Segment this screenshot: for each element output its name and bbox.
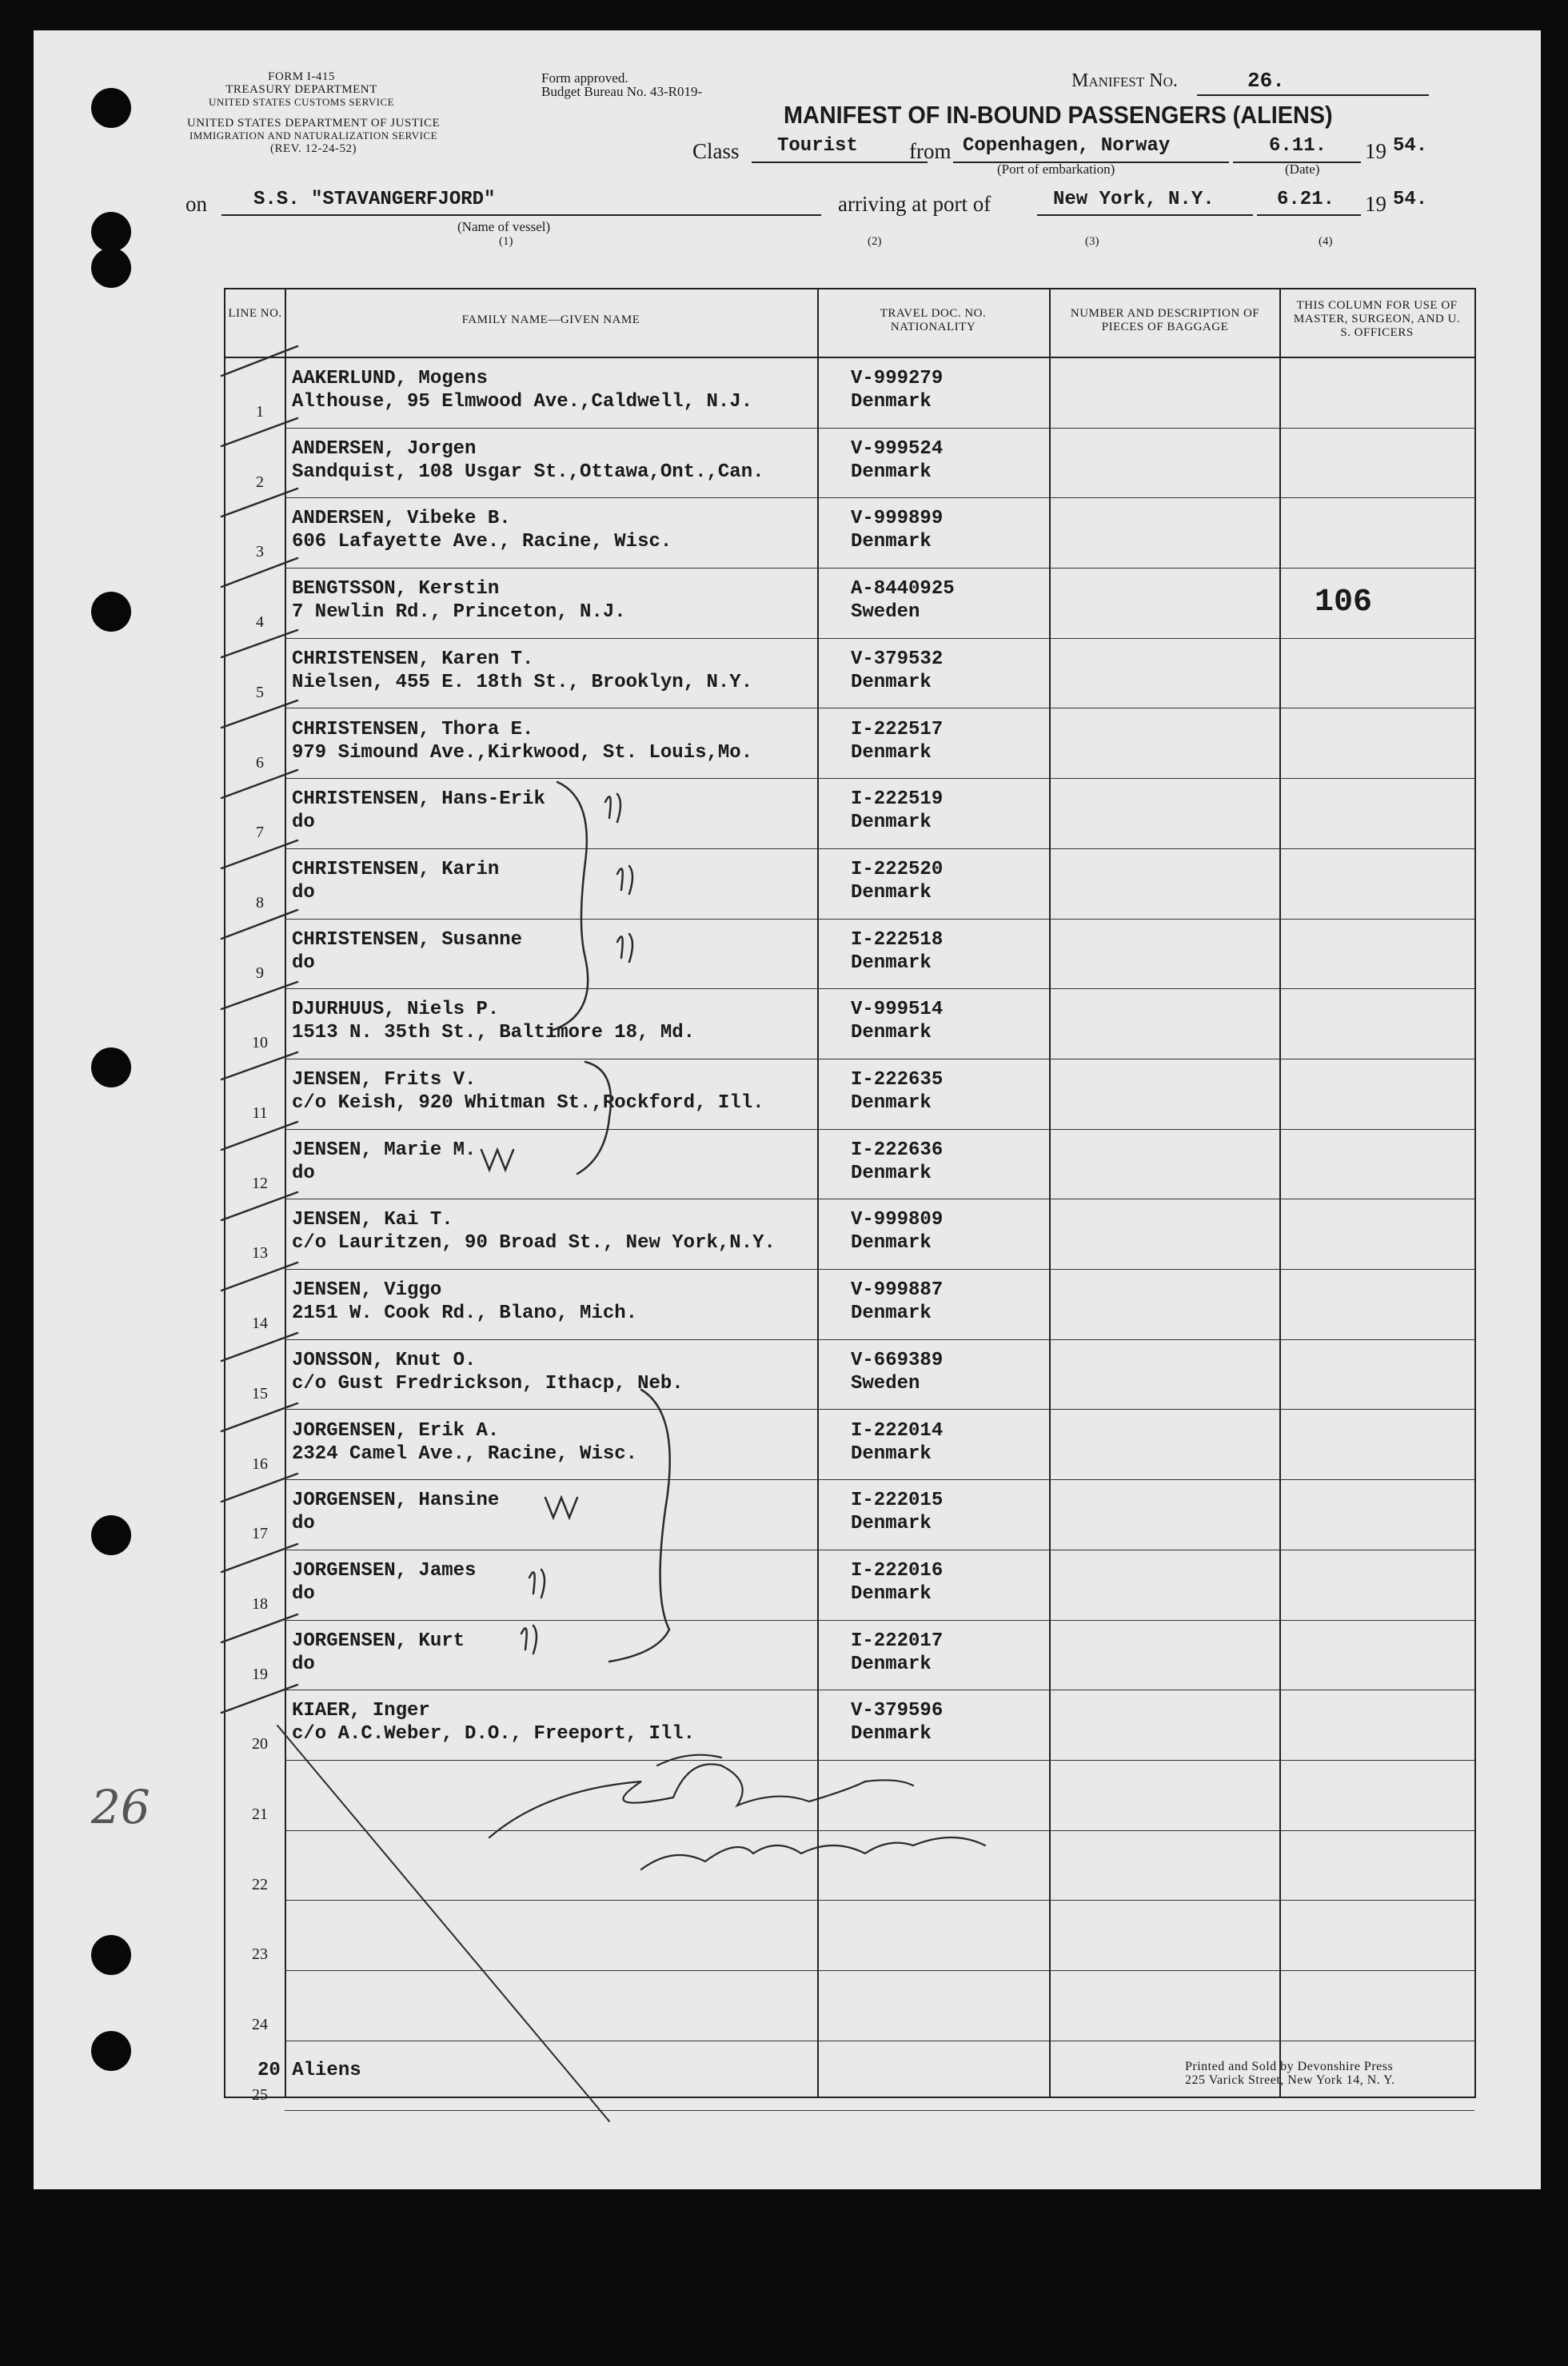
passenger-address: 979 Simound Ave.,Kirkwood, St. Louis,Mo.	[292, 741, 753, 764]
line-number: 9	[256, 964, 264, 982]
ditto-mark	[617, 866, 632, 894]
passenger-address: do	[292, 881, 315, 904]
check-mark	[221, 1263, 297, 1291]
class-label: Class	[692, 139, 740, 163]
ditto-mark	[529, 1570, 545, 1598]
budget-bureau: Budget Bureau No. 43-R019-	[541, 84, 703, 99]
passenger-name: AAKERLUND, Mogens	[292, 368, 488, 389]
line-number: 17	[252, 1525, 268, 1543]
travel-doc-number: I-222014	[851, 1419, 944, 1442]
check-mark	[221, 1685, 297, 1713]
header-officers: THIS COLUMN FOR USE OF MASTER, SURGEON, AND U. S. OFFICERS	[1293, 299, 1461, 339]
travel-doc-number: V-999887	[851, 1279, 944, 1302]
date-caption: (Date)	[1285, 162, 1320, 177]
form-number: FORM I-415	[268, 70, 335, 83]
nationality: Denmark	[851, 952, 932, 974]
inspector-signature-time	[641, 1837, 985, 1869]
travel-doc-number: I-222518	[851, 928, 944, 951]
passenger-address: 2324 Camel Ave., Racine, Wisc.	[292, 1442, 638, 1465]
passenger-address: do	[292, 1513, 315, 1535]
passenger-address: 2151 W. Cook Rd., Blano, Mich.	[292, 1303, 638, 1325]
nationality: Denmark	[851, 531, 932, 553]
line-number: 11	[252, 1104, 268, 1122]
ins-title: IMMIGRATION AND NATURALIZATION SERVICE	[189, 130, 438, 142]
binder-hole	[91, 212, 131, 252]
binder-hole	[91, 88, 131, 128]
passenger-name: CHRISTENSEN, Thora E.	[292, 718, 534, 740]
ditto-mark	[481, 1150, 513, 1170]
cancel-line	[277, 1726, 609, 2121]
embarkation-date: 6.11.	[1269, 135, 1327, 157]
nationality: Denmark	[851, 1582, 932, 1605]
vessel-name: S.S. "STAVANGERFJORD"	[253, 189, 496, 210]
travel-doc-number: V-999524	[851, 437, 944, 460]
line-number: 25	[252, 2085, 268, 2104]
ditto-mark	[545, 1498, 577, 1518]
line-number: 23	[252, 1945, 268, 1964]
ditto-mark	[605, 794, 620, 822]
line-number: 24	[252, 2016, 268, 2034]
check-mark	[221, 840, 297, 868]
margin-note: 26	[91, 1780, 150, 1834]
year-prefix: 19	[1365, 139, 1386, 163]
port-of-embarkation: Copenhagen, Norway	[963, 135, 1171, 157]
passenger-address: Sandquist, 108 Usgar St.,Ottawa,Ont.,Can.	[292, 461, 764, 483]
passenger-name: CHRISTENSEN, Karen T.	[292, 648, 534, 670]
line-number: 8	[256, 893, 264, 912]
check-mark	[221, 910, 297, 939]
check-mark	[221, 1544, 297, 1572]
passenger-name: CHRISTENSEN, Susanne	[292, 928, 523, 951]
total-aliens: 20 Aliens	[257, 2060, 361, 2081]
nationality: Denmark	[851, 1022, 932, 1044]
passenger-name: JENSEN, Viggo	[292, 1279, 442, 1302]
check-mark	[221, 1192, 297, 1220]
travel-doc-number: A-8440925	[851, 578, 955, 600]
arrival-port: New York, N.Y.	[1053, 189, 1215, 210]
header-line-no: LINE NO.	[228, 307, 282, 320]
passenger-address: c/o Keish, 920 Whitman St.,Rockford, Ill.	[292, 1092, 764, 1114]
handwriting-overlay	[34, 30, 1541, 2189]
arrival-date: 6.21.	[1277, 189, 1335, 210]
check-mark	[221, 982, 297, 1009]
ditto-mark	[617, 934, 632, 962]
from-label: from	[909, 139, 952, 163]
nationality: Denmark	[851, 812, 932, 834]
binder-hole	[91, 248, 131, 288]
line-number: 5	[256, 683, 264, 701]
line-number: 15	[252, 1384, 268, 1402]
ditto-mark	[521, 1626, 537, 1654]
line-number: 12	[252, 1174, 268, 1192]
nationality: Denmark	[851, 1513, 932, 1535]
nationality: Denmark	[851, 741, 932, 764]
binder-hole	[91, 1515, 131, 1555]
on-label: on	[186, 192, 207, 216]
line-number: 3	[256, 543, 264, 561]
travel-doc-number: V-379532	[851, 648, 944, 670]
column-number-4: (4)	[1319, 235, 1333, 248]
check-mark	[221, 489, 297, 517]
travel-doc-number: I-222017	[851, 1630, 944, 1652]
nationality: Denmark	[851, 1092, 932, 1114]
page-title: MANIFEST OF IN-BOUND PASSENGERS (ALIENS)	[784, 101, 1333, 129]
passenger-name: CHRISTENSEN, Hans-Erik	[292, 788, 545, 811]
check-mark	[221, 770, 297, 798]
passenger-address: do	[292, 1582, 315, 1605]
check-mark	[221, 558, 297, 587]
passenger-address: Nielsen, 455 E. 18th St., Brooklyn, N.Y.	[292, 671, 753, 693]
binder-hole	[91, 592, 131, 632]
check-mark	[221, 1052, 297, 1079]
travel-doc-number: I-222519	[851, 788, 944, 811]
line-number: 18	[252, 1594, 268, 1613]
inspector-signature	[489, 1764, 913, 1837]
passenger-address: 1513 N. 35th St., Baltimore 18, Md.	[292, 1022, 696, 1044]
brace-mark	[577, 1062, 611, 1174]
check-mark	[221, 1122, 297, 1150]
column-number-2: (2)	[868, 235, 882, 248]
travel-doc-number: I-222636	[851, 1139, 944, 1161]
class-value: Tourist	[777, 135, 858, 157]
year-prefix-2: 19	[1365, 192, 1386, 216]
customs-service: UNITED STATES CUSTOMS SERVICE	[208, 96, 395, 108]
check-mark	[221, 700, 297, 728]
passenger-address: Althouse, 95 Elmwood Ave.,Caldwell, N.J.	[292, 391, 753, 413]
treasury-dept: TREASURY DEPARTMENT	[225, 83, 377, 96]
revision-date: (REV. 12-24-52)	[269, 142, 357, 155]
nationality: Denmark	[851, 1653, 932, 1675]
passenger-address: do	[292, 952, 315, 974]
nationality: Denmark	[851, 391, 932, 413]
check-mark	[221, 346, 297, 376]
passenger-address: 7 Newlin Rd., Princeton, N.J.	[292, 601, 626, 624]
passenger-name: ANDERSEN, Jorgen	[292, 437, 477, 460]
passenger-name: JORGENSEN, Erik A.	[292, 1419, 500, 1442]
vessel-caption: (Name of vessel)	[457, 219, 551, 234]
line-number: 19	[252, 1665, 268, 1683]
nationality: Denmark	[851, 1232, 932, 1255]
embarkation-year: 54.	[1393, 135, 1428, 157]
line-number: 20	[252, 1735, 268, 1754]
line-number: 14	[252, 1315, 268, 1333]
line-number: 1	[256, 403, 264, 421]
travel-doc-number: I-222520	[851, 858, 944, 880]
passenger-address: do	[292, 1653, 315, 1675]
check-mark	[221, 1333, 297, 1361]
line-number: 16	[252, 1454, 268, 1473]
check-mark	[221, 1403, 297, 1431]
travel-doc-number: I-222016	[851, 1559, 944, 1582]
travel-doc-number: V-999279	[851, 368, 944, 389]
passenger-address: c/o Lauritzen, 90 Broad St., New York,N.Y.	[292, 1232, 776, 1255]
form-approved: Form approved.	[541, 70, 628, 86]
passenger-name: KIAER, Inger	[292, 1700, 430, 1722]
binder-hole	[91, 2031, 131, 2071]
travel-doc-number: V-669389	[851, 1349, 944, 1371]
line-number: 10	[252, 1034, 268, 1052]
printer-line-1: Printed and Sold by Devonshire Press	[1185, 2060, 1394, 2073]
nationality: Denmark	[851, 881, 932, 904]
line-number: 6	[256, 753, 264, 772]
brace-mark	[553, 782, 588, 1030]
passenger-name: JORGENSEN, Hansine	[292, 1490, 500, 1512]
nationality: Denmark	[851, 1442, 932, 1465]
brace-mark	[609, 1390, 670, 1662]
port-caption: (Port of embarkation)	[997, 162, 1115, 177]
travel-doc-number: V-379596	[851, 1700, 944, 1722]
travel-doc-number: I-222517	[851, 718, 944, 740]
check-mark	[221, 1474, 297, 1502]
travel-doc-number: I-222635	[851, 1069, 944, 1091]
header-family-name: FAMILY NAME—GIVEN NAME	[461, 313, 640, 326]
column-number-1: (1)	[499, 235, 513, 248]
passenger-address: c/o Gust Fredrickson, Ithacp, Neb.	[292, 1372, 684, 1394]
manifest-no-value: 26.	[1247, 69, 1285, 93]
passenger-name: ANDERSEN, Vibeke B.	[292, 508, 511, 530]
check-mark	[221, 418, 297, 446]
nationality: Denmark	[851, 1162, 932, 1184]
printer-line-2: 225 Varick Street, New York 14, N. Y.	[1185, 2073, 1395, 2087]
passenger-name: JENSEN, Frits V.	[292, 1069, 477, 1091]
passenger-address: 606 Lafayette Ave., Racine, Wisc.	[292, 531, 672, 553]
nationality: Sweden	[851, 1372, 920, 1394]
check-mark	[221, 630, 297, 657]
doj-title: UNITED STATES DEPARTMENT OF JUSTICE	[186, 117, 441, 130]
column-number-3: (3)	[1085, 235, 1099, 248]
passenger-address: do	[292, 1162, 315, 1184]
nationality: Denmark	[851, 1303, 932, 1325]
line-number: 21	[252, 1805, 268, 1823]
passenger-name: JENSEN, Kai T.	[292, 1209, 453, 1231]
header-travel-doc: TRAVEL DOC. NO. NATIONALITY	[880, 307, 987, 333]
passenger-name: CHRISTENSEN, Karin	[292, 858, 500, 880]
officer-note: 106	[1315, 585, 1373, 621]
line-number: 4	[256, 613, 264, 632]
travel-doc-number: I-222015	[851, 1490, 944, 1512]
binder-hole	[91, 1047, 131, 1087]
header-baggage: NUMBER AND DESCRIPTION OF PIECES OF BAGGAGE	[1070, 307, 1260, 333]
passenger-name: JENSEN, Marie M.	[292, 1139, 477, 1161]
manifest-page	[34, 30, 1541, 2189]
line-number: 7	[256, 824, 264, 842]
check-mark	[221, 1614, 297, 1642]
manifest-no-label: Manifest No.	[1071, 70, 1178, 91]
binder-hole	[91, 1935, 131, 1975]
travel-doc-number: V-999899	[851, 508, 944, 530]
passenger-address: c/o A.C.Weber, D.O., Freeport, Ill.	[292, 1723, 696, 1746]
nationality: Denmark	[851, 461, 932, 483]
line-number: 13	[252, 1244, 268, 1263]
nationality: Denmark	[851, 671, 932, 693]
arriving-label: arriving at port of	[838, 192, 991, 216]
travel-doc-number: V-999809	[851, 1209, 944, 1231]
line-number: 2	[256, 473, 264, 491]
passenger-name: JONSSON, Knut O.	[292, 1349, 477, 1371]
passenger-name: JORGENSEN, Kurt	[292, 1630, 465, 1652]
travel-doc-number: V-999514	[851, 999, 944, 1021]
passenger-name: BENGTSSON, Kerstin	[292, 578, 500, 600]
passenger-address: do	[292, 812, 315, 834]
nationality: Sweden	[851, 601, 920, 624]
passenger-name: DJURHUUS, Niels P.	[292, 999, 500, 1021]
passenger-name: JORGENSEN, James	[292, 1559, 477, 1582]
arrival-year: 54.	[1393, 189, 1428, 210]
nationality: Denmark	[851, 1723, 932, 1746]
line-number: 22	[252, 1875, 268, 1893]
